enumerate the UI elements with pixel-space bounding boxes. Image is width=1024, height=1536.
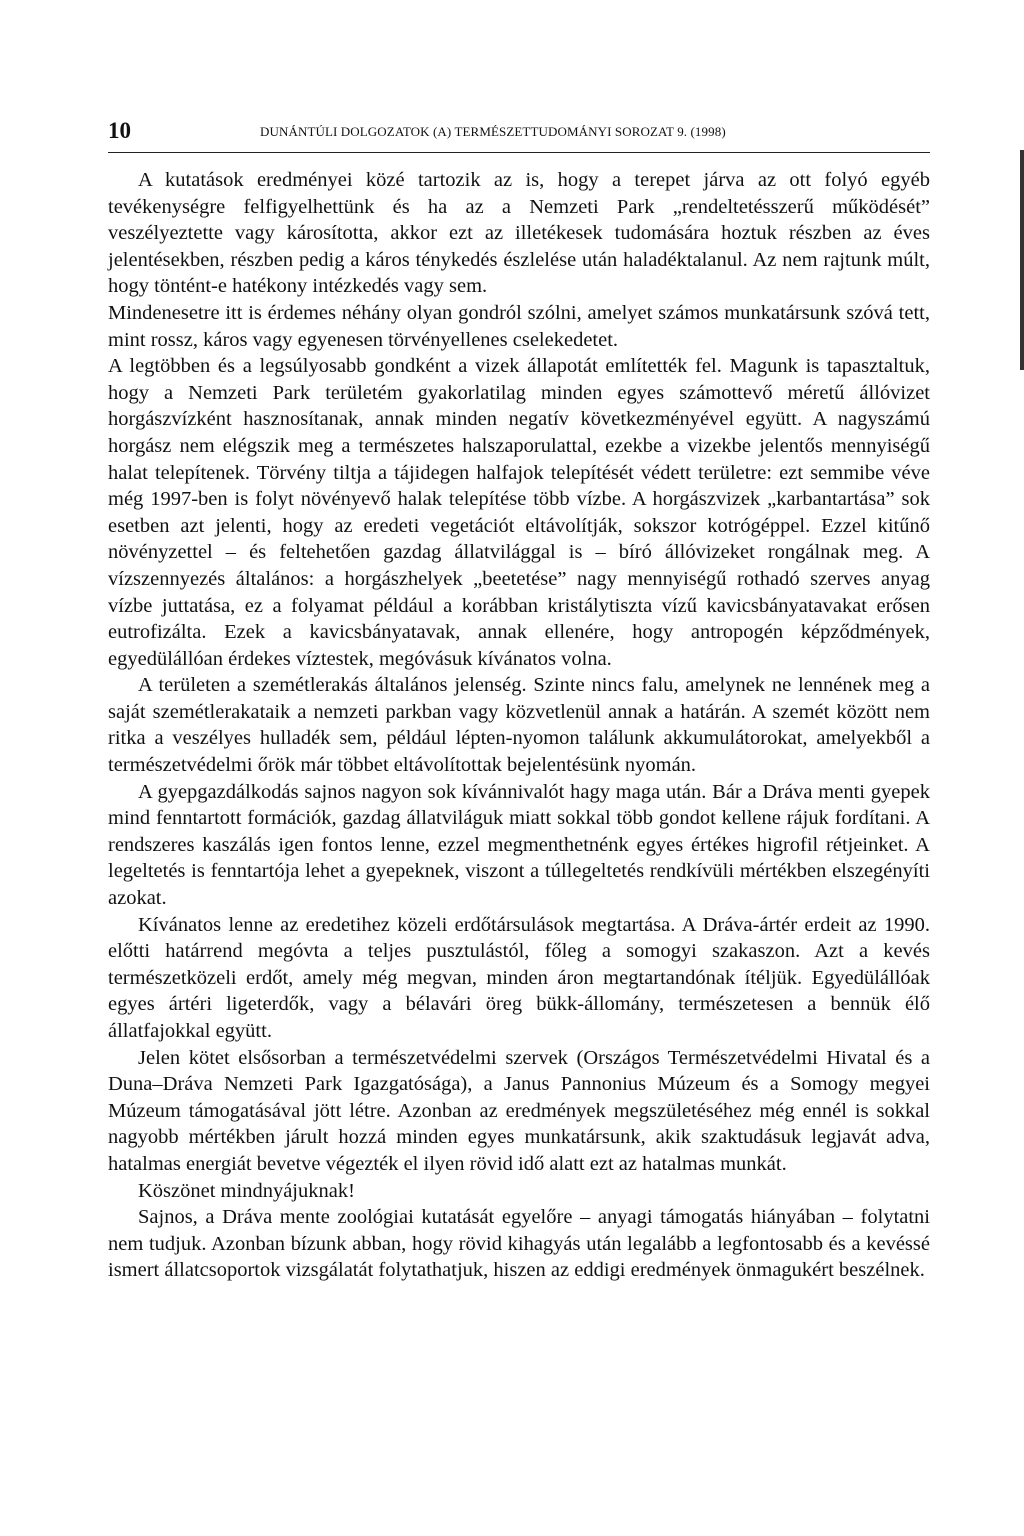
paragraph-waste: A területen a szemétlerakás általános jelenség. Szinte nincs falu, amelynek ne lennének meg a saját szemétlerakataik a nemzeti parkban vagy közvetlenül annak a határán. A szemét között nem ritka a veszélyes hulladék sem, például lépten-nyomon találunk akkumulátorokat, amelyekből a természetvédelmi őrök már többet eltávolítottak bejelentésünk nyomán. (108, 674, 930, 777)
running-head: DUNÁNTÚLI DOLGOZATOK (A) TERMÉSZETTUDOMÁNYI SOROZAT 9. (1998) (260, 124, 726, 139)
scan-edge-mark (1020, 150, 1024, 370)
paragraph-support: Jelen kötet elsősorban a természetvédelmi szervek (Országos Természetvédelmi Hivatal és a Duna–Dráva Nemzeti Park Igazgatósága), a Janus Pannonius Múzeum és a Somogy megyei Múzeum támogatásával jött létre. Azonban az eredmények megszületéséhez még ennél is sokkal nagyobb mértékben járult hozzá minden egyes munkatársunk, akik szaktudásuk legjavát adva, hatalmas energiát bevetve végezték el ilyen rövid idő alatt ezt az hatalmas munkát. (108, 1046, 930, 1175)
paragraph-concerns-intro: Mindenesetre itt is érdemes néhány olyan gondról szólni, amelyet számos munkatársunk szóvá tett, mint rossz, káros vagy egyenesen törvényellenes cselekedetet. (108, 301, 930, 351)
paragraph-outlook: Sajnos, a Dráva mente zoológiai kutatását egyelőre – anyagi támogatás hiányában – folytatni nem tudjuk. Azonban bízunk abban, hogy rövid kihagyás után legalább a legfontosabb és a kevéssé ismert állatcsoportok vizsgálatát folytathatjuk, hiszen az eddigi eredmények önmagukért beszélnek. (108, 1206, 930, 1282)
paragraph-forests: Kívánatos lenne az eredetihez közeli erdőtársulások megtartása. A Dráva-ártér erdeit az 1990. előtti határrend megóvta a teljes pusztulástól, főleg a somogyi szakaszon. Azt a kevés természetközeli erdőt, amely még megvan, minden áron megtartandónak ítéljük. Egyedülállóak egyes ártéri ligeterdők, vagy a bélavári öreg bükk-állomány, természetesen a bennük élő állatfajokkal együtt. (108, 913, 930, 1042)
page-header (108, 118, 930, 153)
paragraph-waters: A legtöbben és a legsúlyosabb gondként a vizek állapotát említették fel. Magunk is tapasztaltuk, hogy a Nemzeti Park területém gyakorlatilag minden egyes számottevő méretű állóvizet horgászvízként hasznosítanak, annak minden negatív következményével együtt. A nagyszámú horgász nem elégszik meg a természetes halszaporulattal, ezekbe a vizekbe jelentős mennyiségű halat telepítenek. Törvény tiltja a tájidegen halfajok telepítését védett területre: ezt semmibe véve még 1997-ben is folyt növényevő halak telepítése több vízbe. A horgászvizek „karbantartása” sok esetben azt jelenti, hogy az eredeti vegetációt eltávolítják, sokszor kotrógéppel. Ezzel kitűnő növényzettel – és feltehetően gazdag állatvilággal is – bíró állóvizeket rongálnak meg. A vízszennyezés általános: a horgászhelyek „beetetése” nagy mennyiségű rothadó szerves anyag vízbe juttatása, ez a folyamat például a korábban kristálytiszta vízű kavicsbányatavakat erősen eutrofizálta. Ezek a kavicsbányatavak, annak ellenére, hogy antropogén képződmények, egyedülállóan érdekes víztestek, megóvásuk kívánatos volna. (108, 355, 930, 670)
page-number: 10 (108, 118, 131, 143)
paragraph-thanks: Köszönet mindnyájuknak! (138, 1179, 355, 1202)
paragraph-findings: A kutatások eredményei közé tartozik az is, hogy a terepet járva az ott folyó egyéb tevékenységre felfigyelhettünk és ha az a Nemzeti Park „rendeltetésszerű működését” veszélyeztette vagy károsította, akkor ezt az illetékesek tudomására hoztuk részben az éves jelentésekben, részben pedig a káros ténykedés észlelése után haladéktalanul. Az nem rajtunk múlt, hogy töntént-e hatékony intézkedés vagy sem. (108, 169, 930, 298)
paragraph-grassland: A gyepgazdálkodás sajnos nagyon sok kívánnivalót hagy maga után. Bár a Dráva menti gyepek mind fenntartott formációk, gazdag állatviláguk miatt sokkal több gondot kellene rájuk fordítani. A rendszeres kaszálás igen fontos lenne, ezzel megmenthetnénk egyes értékes higrofil rétjeinket. A legeltetés is fenntartója lehet a gyepeknek, viszont a túllegeltetés rendkívüli mértékben elszegényíti azokat. (108, 780, 930, 910)
body-text (108, 167, 930, 1284)
